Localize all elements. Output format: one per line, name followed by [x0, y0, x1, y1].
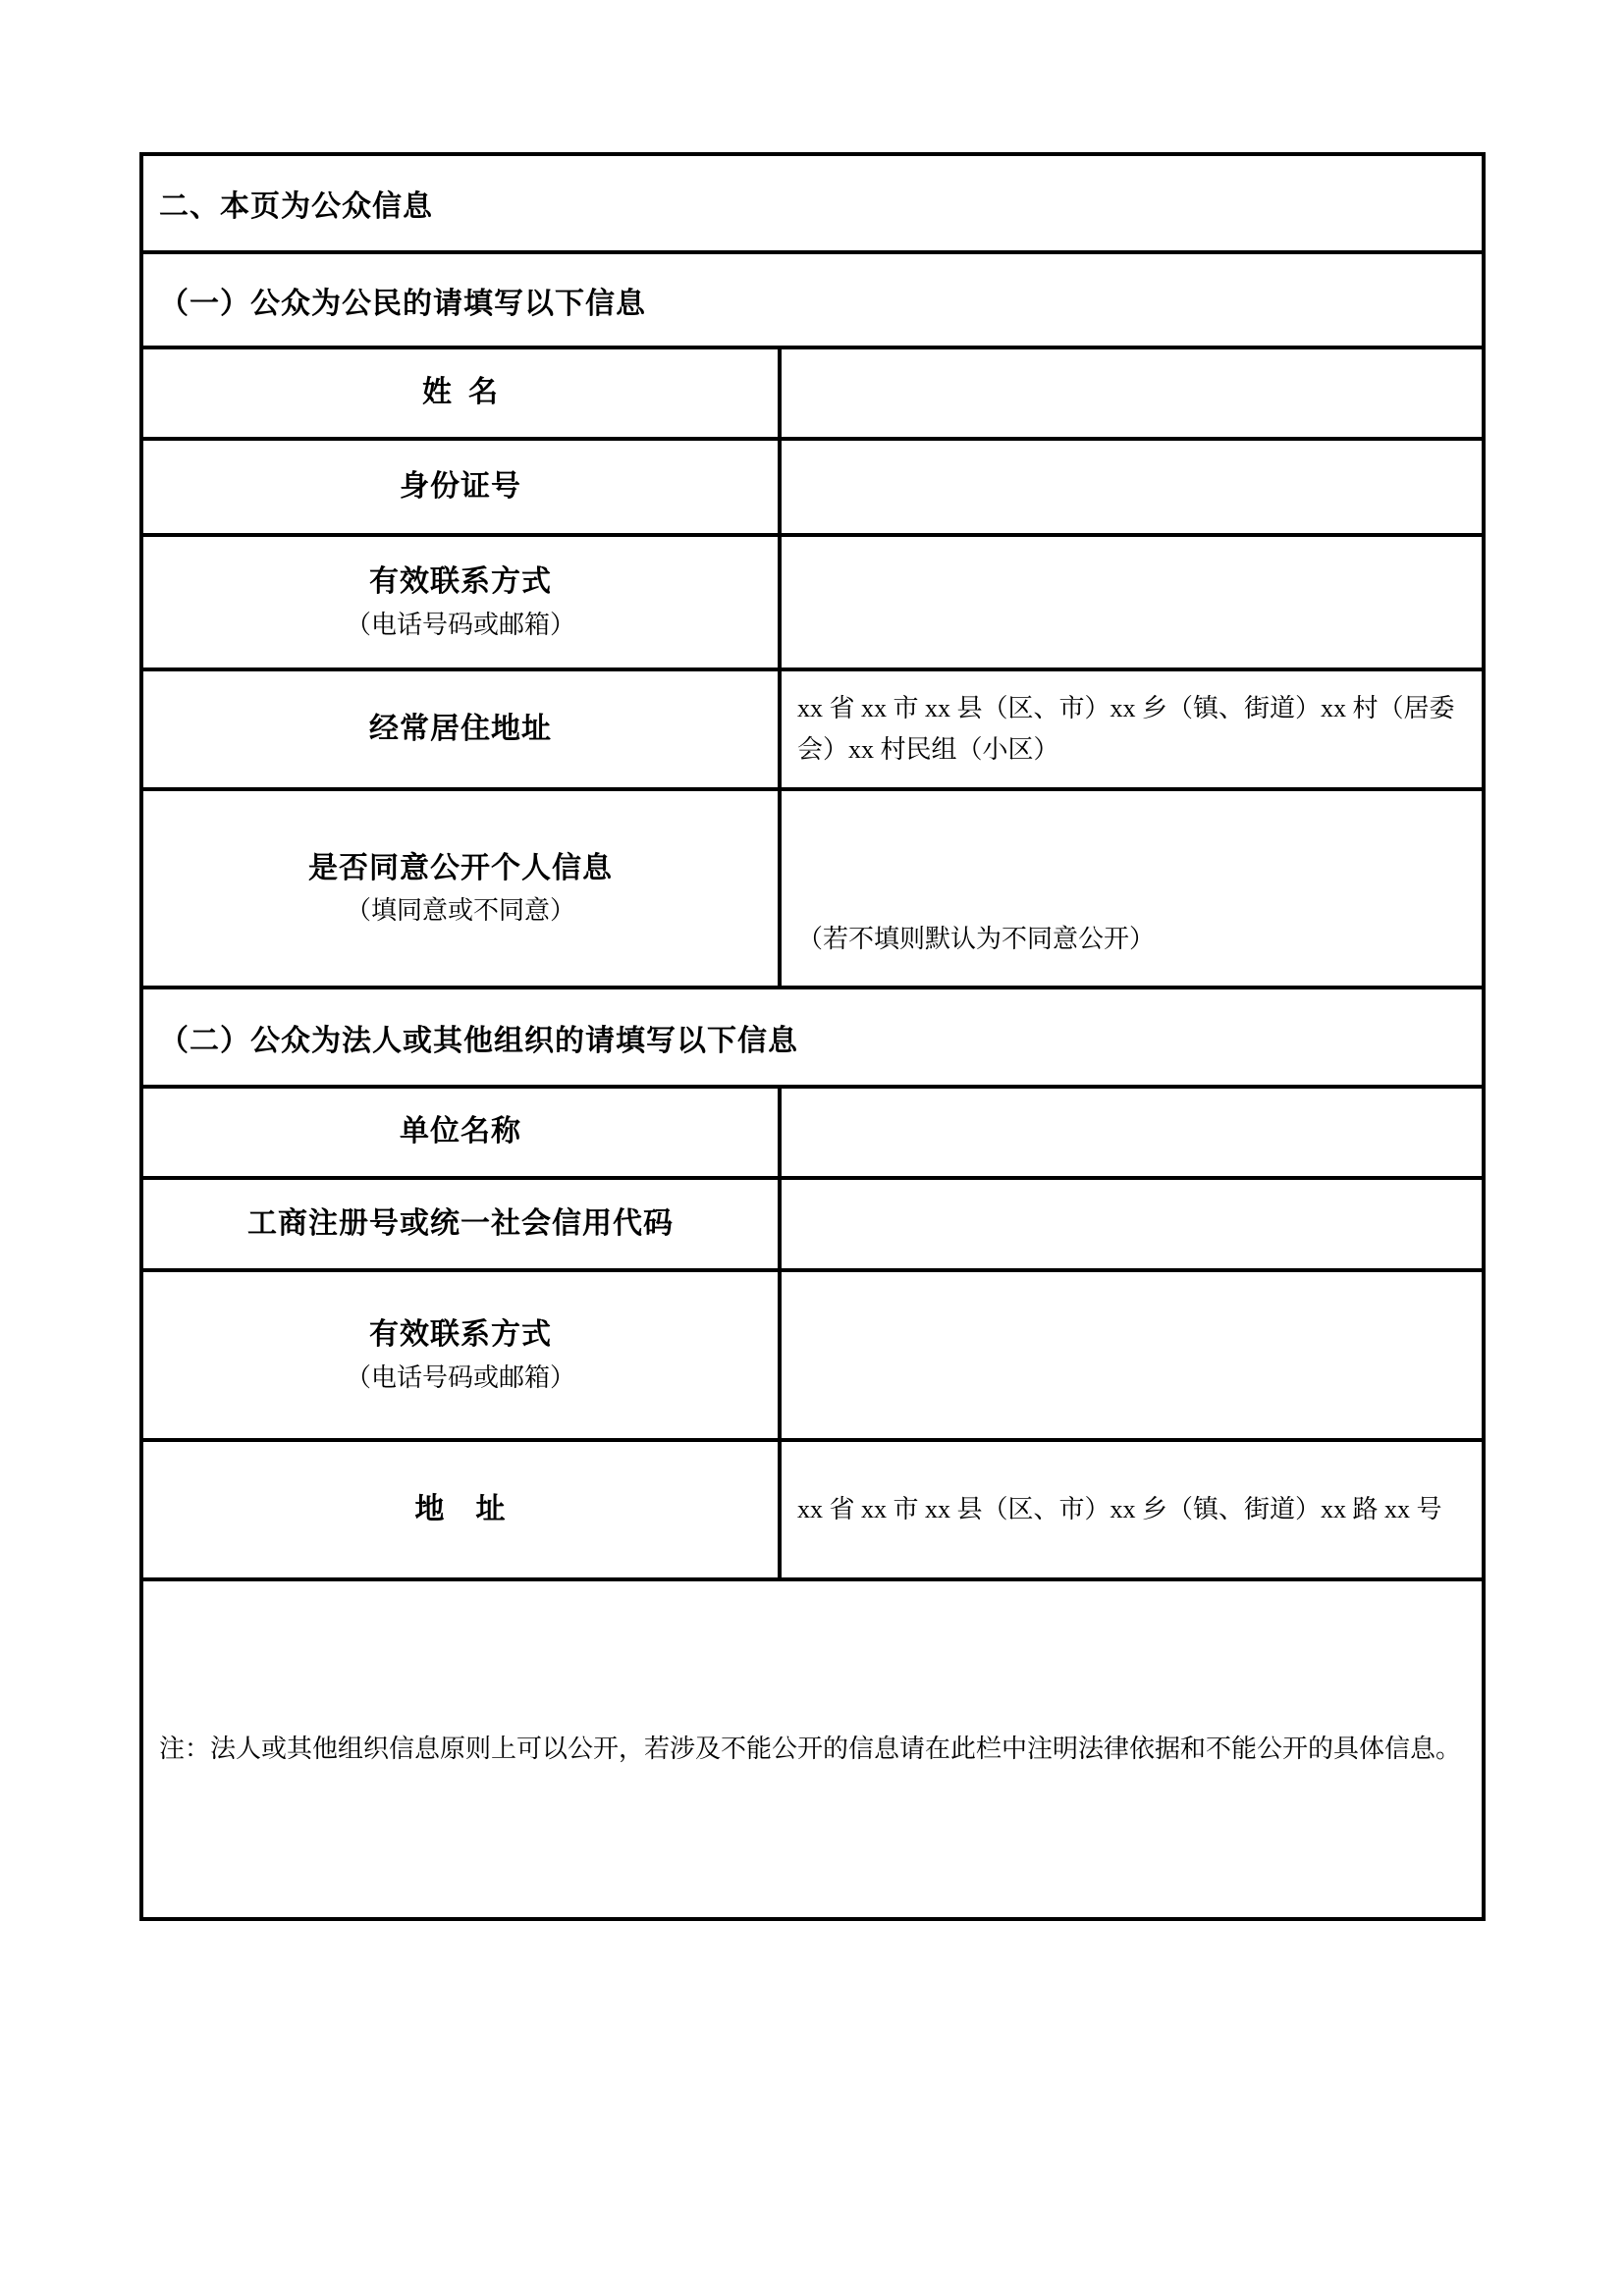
field-row-id-number — [143, 441, 1482, 537]
id-number-label-cell — [143, 441, 782, 533]
consent-value-cell — [782, 791, 1482, 986]
residence-address-value: xx 省 xx 市 xx 县（区、市）xx 乡（镇、街道）xx 村（居委会）xx 村民组（小区） — [797, 694, 1455, 764]
consent-label: 是否同意公开个人信息 — [308, 851, 613, 884]
org-contact-sublabel: （电话号码或邮箱） — [345, 1362, 575, 1392]
part2-title-row — [143, 989, 1482, 1089]
citizen-contact-label-cell — [143, 537, 782, 667]
field-row-name — [143, 349, 1482, 441]
org-address-label: 地 址 — [414, 1492, 507, 1525]
field-row-org-contact — [143, 1272, 1482, 1442]
org-name-value-cell — [782, 1089, 1482, 1176]
name-label-cell — [143, 349, 782, 437]
part1-title-row — [143, 254, 1482, 349]
org-contact-value-cell — [782, 1272, 1482, 1438]
public-information-form-table — [139, 152, 1486, 1921]
org-name-label: 单位名称 — [400, 1115, 521, 1148]
field-row-residence-address — [143, 671, 1482, 791]
name-label: 姓 名 — [422, 376, 499, 409]
part2-title: （二）公众为法人或其他组织的请填写以下信息 — [159, 1024, 798, 1057]
org-address-label-cell — [143, 1442, 782, 1577]
consent-default-hint: （若不填则默认为不同意公开） — [797, 925, 1156, 954]
id-number-value-cell — [782, 441, 1482, 533]
residence-address-label-cell — [143, 671, 782, 787]
citizen-contact-label: 有效联系方式 — [369, 565, 552, 599]
id-number-label: 身份证号 — [400, 469, 521, 503]
part1-title: （一）公众为公民的请填写以下信息 — [159, 287, 646, 320]
consent-label-cell — [143, 791, 782, 986]
field-row-citizen-contact — [143, 537, 1482, 671]
org-address-value: xx 省 xx 市 xx 县（区、市）xx 乡（镇、街道）xx 路 xx 号 — [797, 1495, 1442, 1524]
field-row-credit-code — [143, 1180, 1482, 1272]
field-row-org-address — [143, 1442, 1482, 1581]
field-row-consent — [143, 791, 1482, 989]
note-text: 注：法人或其他组织信息原则上可以公开，若涉及不能公开的信息请在此栏中注明法律依据和不能公开的具体信息。 — [159, 1735, 1462, 1764]
field-row-org-name — [143, 1089, 1482, 1180]
note-row — [143, 1581, 1482, 1917]
section-title-row — [143, 156, 1482, 254]
org-contact-label: 有效联系方式 — [369, 1318, 552, 1352]
section-title: 二、本页为公众信息 — [159, 190, 433, 223]
citizen-contact-value-cell — [782, 537, 1482, 667]
consent-sublabel: （填同意或不同意） — [345, 896, 575, 926]
org-address-value-cell — [782, 1442, 1482, 1577]
residence-address-value-cell — [782, 671, 1482, 787]
citizen-contact-sublabel: （电话号码或邮箱） — [345, 610, 575, 639]
credit-code-label-cell — [143, 1180, 782, 1268]
org-contact-label-cell — [143, 1272, 782, 1438]
residence-address-label: 经常居住地址 — [369, 712, 552, 745]
org-name-label-cell — [143, 1089, 782, 1176]
name-value-cell — [782, 349, 1482, 437]
credit-code-value-cell — [782, 1180, 1482, 1268]
credit-code-label: 工商注册号或统一社会信用代码 — [247, 1206, 674, 1240]
